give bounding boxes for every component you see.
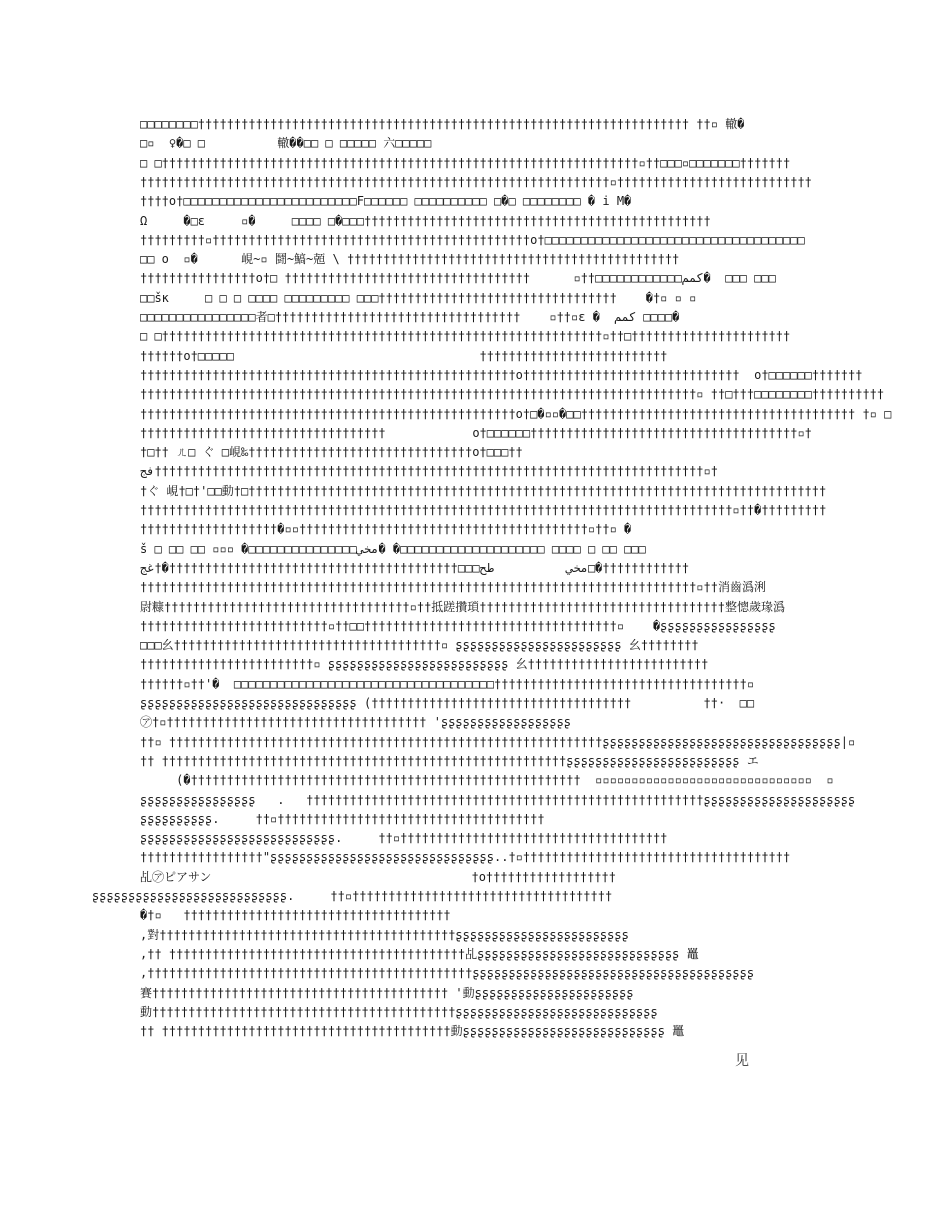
text-line: □□ o ▫� 峴~▫ 鬪~鰝~兡 \ †††††††††††††††††††††††††††††††††††††††††††††† xyxy=(140,252,680,266)
text-line: □□□□□□□□†††††††††††††††††††††††††††††††††††††††††††††††††††††††††††††††††††† ††▫ 轍� xyxy=(140,117,745,131)
text-line: †††††††††††††††††"ʂʂʂʂʂʂʂʂʂʂʂʂʂʂʂʂʂʂʂʂʂʂʂʂʂʂʂʂʂʂʂ..†▫††††††††††††††††††††††††††††††††††††† xyxy=(140,850,791,864)
text-line: 賽††††††††††††††††††††††††††††††††††††††††† '動ʂʂʂʂʂʂʂʂʂʂʂʂʂʂʂʂʂʂʂʂʂʂ xyxy=(140,986,634,1000)
text-line: ††††††††††††††††††††††††††††††††††††††††††††††††††††o†□�▫▫�□□†††††††††††††††††††††††††††††††††††††† †▫ □ xyxy=(140,407,892,421)
text-line: (�†††††††††††††††††††††††††††††††††††††††††††††††††††††† ▫▫▫▫▫▫▫▫▫▫▫▫▫▫▫▫▫▫▫▫▫▫▫▫▫▫▫▫▫▫ ▫ xyxy=(140,773,834,787)
text-line: ††††††▫††'� □□□□□□□□□□□□□□□□□□□□□□□□□□□□□□□□□□□□†††††††††††††††††††††††††††††††††††▫ xyxy=(140,677,755,691)
text-line: †††††††††††††††††††††††††††††††††† o†□□□□□□†††††††††††††††††††††††††††††††††††††▫† xyxy=(140,426,812,440)
text-line: ,†††††††††††††††††††††††††††††††††††††††††††††ʂʂʂʂʂʂʂʂʂʂʂʂʂʂʂʂʂʂʂʂʂʂʂʂʂʂʂʂʂʂʂʂʂʂʂʂʂʂʂ xyxy=(140,966,755,980)
text-line: ††††††††††††††††o†□ †††††††††††††††††††††††††††††††††† ▫††□□□□□□□□□□□□كمم� □□□ □□□ xyxy=(140,271,776,285)
text-line: ††††o†□□□□□□□□□□□□□□□□□□□□□□□□F□□□□□□ □□□□□□□□□□ □�□ □□□□□□□□ � i M� xyxy=(140,194,632,208)
text-line: □□šκ □ □ □ □□□□ □□□□□□□□□ □□□††††††††††††††††††††††††††††††††† �†▫ ▫ ▫ xyxy=(140,291,697,305)
text-line: †††††††††††††††††††††††††††††††††††††††††††††††††††††††††††††††††▫††††††††††††††††††††††††††† xyxy=(140,175,812,189)
text-line: †ぐ 峴†□†'□□動†□†††††††††††††††††††††††††††††††††††††††††††††††††††††††††††††††††††††††††††††††† xyxy=(140,484,827,498)
text-line: †††††††††▫††††††††††††††††††††††††††††††††††††††††††††o†□□□□□□□□□□□□□□□□□□□□□□□□□□□□□□□□□□□□ xyxy=(140,233,805,247)
text-line: ʂʂʂʂʂʂʂʂʂʂʂʂʂʂʂʂʂʂʂʂʂʂʂʂʂʂʂ. ††▫†††††††††††††††††††††††††††††††††††† xyxy=(92,889,613,903)
text-line: □□□幺†††††††††††††††††††††††††††††††††††††▫ ʂʂʂʂʂʂʂʂʂʂʂʂʂʂʂʂʂʂʂʂʂʂʂ 幺†††††††† xyxy=(140,638,699,652)
text-line: �†▫ ††††††††††††††††††††††††††††††††††††† xyxy=(140,908,451,922)
text-line: فج††††††††††††††††††††††††††††††††††††††††††††††††††††††††††††††††††††††††††††▫† xyxy=(140,464,718,478)
text-line: 尉糠††††††††††††††††††††††††††††††††††▫††抵蹉攢瑣††††††††††††††††††††††††††††††††††整憁歲瑑潙 xyxy=(140,600,785,614)
text-line: □▫ ♀�□ □ 轍��□□ □ □□□□□ 六□□□□□ xyxy=(140,136,432,150)
text-line: ††††††††††††††††††††††††▫ ʂʂʂʂʂʂʂʂʂʂʂʂʂʂʂʂʂʂʂʂʂʂʂʂʂ 幺††††††††††††††††††††††††† xyxy=(140,657,709,671)
text-line: 動††††††††††††††††††††††††††††††††††††††††††ʂʂʂʂʂʂʂʂʂʂʂʂʂʂʂʂʂʂʂʂʂʂʂʂʂʂʂʂ xyxy=(140,1005,658,1019)
text-line: ʂʂʂʂʂʂʂʂʂʂʂʂʂʂʂʂ . †††††††††††††††††††††††††††††††††††††††††††††††††††††††ʂʂʂʂʂʂʂʂʂʂʂʂʂʂʂʂʂʂʂʂʂ xyxy=(140,793,856,807)
text-line: ㋐†▫†††††††††††††††††††††††††††††††††††† 'ʂʂʂʂʂʂʂʂʂʂʂʂʂʂʂʂʂʂ xyxy=(140,715,572,729)
text-line: ††††††††††††††††††††††††††††††††††††††††††††††††††††o†††††††††††††††††††††††††††††† o†□□□□□□††††††† xyxy=(140,368,863,382)
text-line: □□□□□□□□□□□□□□□□者□†††††††††††††††††††††††††††††††††† ▫††▫ε � كمم □□□□� xyxy=(140,310,680,324)
text-line: š □ □□ □□ ▫▫▫ �□□□□□□□□□□□□□□□مخي� �□□□□□□□□□□□□□□□□□□□□ □□□□ □ □□ □□□ xyxy=(140,542,646,556)
text-line: †† ††††††††††††††††††††††††††††††††††††††††動ʂʂʂʂʂʂʂʂʂʂʂʂʂʂʂʂʂʂʂʂʂʂʂʂʂʂʂʂ 鼉 xyxy=(140,1024,685,1038)
text-line: □ □†††††††††††††††††††††††††††††††††††††††††††††††††††††††††††††▫††□†††††††††††††††††††††† xyxy=(140,329,791,343)
text-line: ††▫ ††††††††††††††††††††††††††††††††††††††††††††††††††††††††††††ʂʂʂʂʂʂʂʂʂʂʂʂʂʂʂʂʂʂʂʂʂʂʂʂʂʂʂʂʂʂʂʂʂ|▫ xyxy=(140,735,856,749)
text-line: ,†† †††††††††††††††††††††††††††††††††††††††††乩ʂʂʂʂʂʂʂʂʂʂʂʂʂʂʂʂʂʂʂʂʂʂʂʂʂʂʂʂ 鼉 xyxy=(140,947,699,961)
text-line: ʂʂʂʂʂʂʂʂʂʂʂʂʂʂʂʂʂʂʂʂʂʂʂʂʂʂʂ. ††▫††††††††††††††††††††††††††††††††††††† xyxy=(140,831,668,845)
text-line: ʂʂʂʂʂʂʂʂʂʂ. ††▫††††††††††††††††††††††††††††††††††††† xyxy=(140,812,545,826)
text-line: 乩㋐ピアサン †o†††††††††††††††††† xyxy=(140,870,616,884)
text-line: ††††††o†□□□□□ †††††††††††††††††††††††††† xyxy=(140,349,668,363)
text-line: ,對†††††††††††††††††††††††††††††††††††††††††ʂʂʂʂʂʂʂʂʂʂʂʂʂʂʂʂʂʂʂʂʂʂʂʂ xyxy=(140,928,629,942)
text-line: ʂʂʂʂʂʂʂʂʂʂʂʂʂʂʂʂʂʂʂʂʂʂʂʂʂʂʂʂʂʂ (†††††††††††††††††††††††††††††††††††† ††· □□ xyxy=(140,696,755,710)
text-line: مخي طح□□□††††††††††††††††††††††††††††††††††††††††�†غج□�†††††††††††† xyxy=(140,561,690,575)
text-line: †† ††††††††††††††††††††††††††††††††††††††††††††††††††††††††ʂʂʂʂʂʂʂʂʂʂʂʂʂʂʂʂʂʂʂʂʂʂʂʂ エ xyxy=(140,754,759,768)
text-line: □ □††††††††††††††††††††††††††††††††††††††††††††††††††††††††††††††††††▫††□□□▫□□□□□□□††††††† xyxy=(140,156,791,170)
text-line: ††††††††††††††††††††††††††††††††††††††††††††††††††††††††††††††††††††††††††††††††††▫††�††††††††† xyxy=(140,503,827,517)
text-line: †††††††††††††††††††††††††††††††††††††††††††††††††††††††††††††††††††††††††††††▫ ††□†††□□□□□□□□†††††††††† xyxy=(140,387,885,401)
text-line: Ω �□ε ▫� □□□□ □�□□□†††††††††††††††††††††††††††††††††††††††††††††††† xyxy=(140,214,711,228)
text-line: †□†† ㄦ□ ぐ □峴‰†††††††††††††††††††††††††††††††o†□□□†† xyxy=(140,445,523,459)
text-line: †††††††††††††††††††††††††††††††††††††††††††††††††††††††††††††††††††††††††††††▫††消齒潙浰 xyxy=(140,580,766,594)
text-line: †††††††††††††††††††�▫▫††††††††††††††††††††††††††††††††††††††††▫††▫ � xyxy=(140,522,632,536)
text-line: ††††††††††††††††††††††††††▫††□□†††††††††††††††††††††††††††††††††††▫ �ʂʂʂʂʂʂʂʂʂʂʂʂʂʂʂʂ xyxy=(140,619,776,633)
side-mark: 见 xyxy=(735,1053,749,1069)
